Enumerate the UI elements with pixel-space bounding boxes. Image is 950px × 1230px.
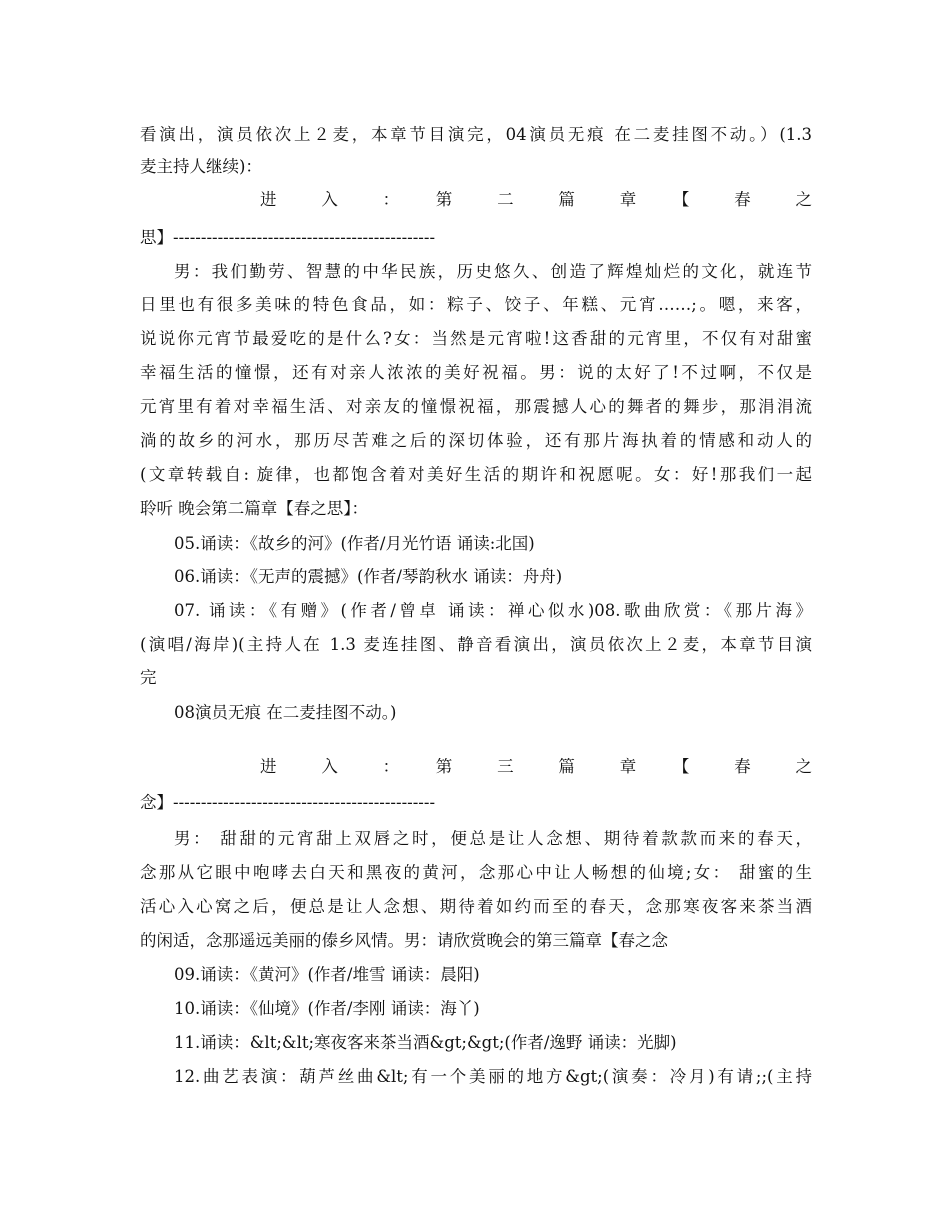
text-line: 幸福生活的憧憬，还有对亲人浓浓的美好祝福。男：说的太好了!不过啊，不仅是 <box>140 363 812 382</box>
text-line: 活心入心窝之后，便总是让人念想、期待着如约而至的春天，念那寒夜客来茶当酒 <box>140 897 812 916</box>
list-item: 09.诵读：《黄河》(作者/堆雪 诵读：晨阳) <box>174 965 480 984</box>
section-heading: 念】----------------------------------------------- <box>140 793 436 812</box>
text-line: (文章转载自: 旋律，也都饱含着对美好生活的期许和祝愿呢。女：好!那我们一起 <box>140 465 812 484</box>
list-item: 07. 诵读：《有赠》(作者/曾卓 诵读：禅心似水)08.歌曲欣赏：《那片海》 <box>174 601 812 620</box>
section-heading: 进 入 ： 第 二 篇 章 【 春 之 <box>260 190 812 209</box>
text-line: 麦主持人继续)： <box>140 157 262 176</box>
text-line: 淌的故乡的河水，那历尽苦难之后的深切体验，还有那片海执着的情感和动人的 <box>140 431 812 450</box>
text-line: 男： 甜甜的元宵甜上双唇之时，便总是让人念想、期待着款款而来的春天， <box>174 829 812 848</box>
text-line: 看演出，演员依次上２麦，本章节目演完，04演员无痕 在二麦挂图不动。）(1.3 <box>140 125 812 144</box>
list-item: 12.曲艺表演：葫芦丝曲&lt;有一个美丽的地方&gt;(演奏：冷月)有请;;(主持 <box>174 1067 812 1086</box>
text-line: (演唱/海岸)(主持人在 1.3 麦连挂图、静音看演出，演员依次上２麦，本章节目演 <box>140 635 812 654</box>
text-line: 说说你元宵节最爱吃的是什么?女：当然是元宵啦!这香甜的元宵里，不仅有对甜蜜 <box>140 329 812 348</box>
list-item: 10.诵读：《仙境》(作者/李刚 诵读：海丫) <box>174 999 480 1018</box>
section-heading: 思】----------------------------------------------- <box>140 228 436 247</box>
text-line: 08演员无痕 在二麦挂图不动。) <box>174 703 397 722</box>
list-item: 05.诵读：《故乡的河》(作者/月光竹语 诵读:北国) <box>174 534 535 553</box>
text-line: 聆听 晚会第二篇章【春之思】： <box>140 499 368 518</box>
text-line: 元宵里有着对幸福生活、对亲友的憧憬祝福，那震撼人心的舞者的舞步，那涓涓流 <box>140 397 812 416</box>
section-heading: 进 入 ： 第 三 篇 章 【 春 之 <box>260 757 812 776</box>
text-line: 男：我们勤劳、智慧的中华民族，历史悠久、创造了辉煌灿烂的文化，就连节 <box>174 262 812 281</box>
list-item: 11.诵读：&lt;&lt;寒夜客来茶当酒&gt;&gt;(作者/逸野 诵读：光脚) <box>174 1033 677 1052</box>
text-line: 日里也有很多美味的特色食品，如：粽子、饺子、年糕、元宵……;。嗯，来客， <box>140 295 812 314</box>
text-line: 完 <box>140 668 157 687</box>
text-line: 的闲适，念那遥远美丽的傣乡风情。男：请欣赏晚会的第三篇章【春之念 <box>140 931 668 950</box>
list-item: 06.诵读：《无声的震撼》(作者/琴韵秋水 诵读：舟舟) <box>174 567 563 586</box>
text-line: 念那从它眼中咆哮去白天和黑夜的黄河，念那心中让人畅想的仙境;女： 甜蜜的生 <box>140 863 812 882</box>
